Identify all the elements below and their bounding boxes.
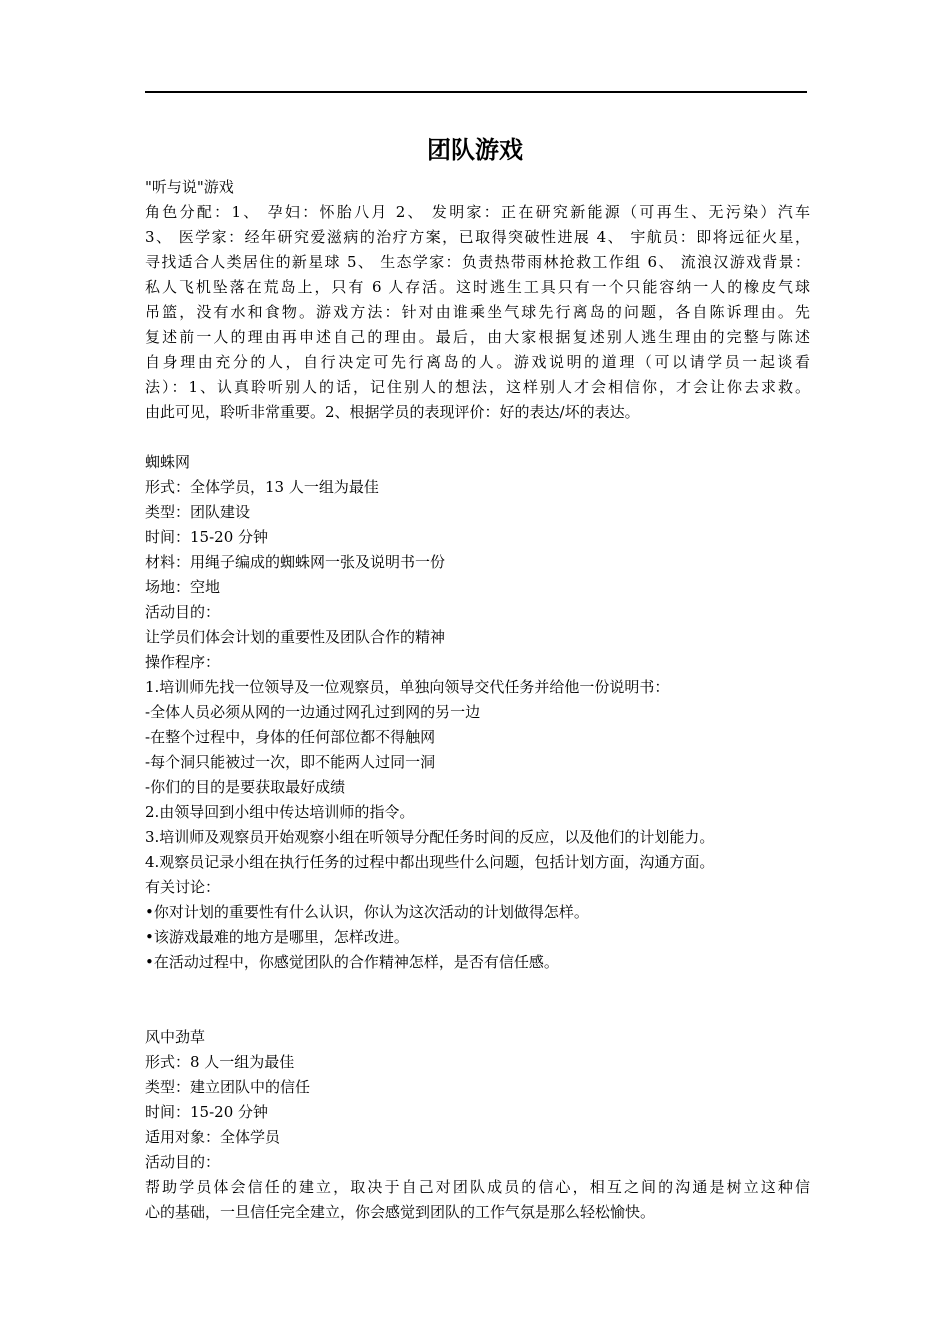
header-rule <box>145 91 807 93</box>
paragraph-line: 3、 医学家：经年研究爱滋病的治疗方案，已取得突破性进展 4、 宇航员：即将远征火星， <box>145 228 810 246</box>
form-line: 形式：8 人一组为最佳 <box>145 1053 295 1071</box>
paragraph-line: 复述前一人的理由再申述自己的理由。最后，由大家根据复述别人逃生理由的完整与陈述 <box>145 328 810 346</box>
section-heading-wind-grass: 风中劲草 <box>145 1028 206 1046</box>
procedure-step: 3.培训师及观察员开始观察小组在听领导分配任务时间的反应，以及他们的计划能力。 <box>145 828 715 846</box>
spacer <box>145 425 810 450</box>
materials-line: 材料：用绳子编成的蜘蛛网一张及说明书一份 <box>145 553 446 571</box>
time-line: 时间：15-20 分钟 <box>145 528 269 546</box>
type-line: 类型：建立团队中的信任 <box>145 1078 311 1096</box>
purpose-label: 活动目的： <box>145 1153 221 1171</box>
paragraph-line: 私人飞机坠落在荒岛上，只有 6 人存活。这时逃生工具只有一个只能容纳一人的橡皮气球 <box>145 278 810 296</box>
procedure-step: -每个洞只能被过一次，即不能两人过同一洞 <box>145 753 436 771</box>
procedure-step: -在整个过程中，身体的任何部位都不得触网 <box>145 728 436 746</box>
section-heading-spider-web: 蜘蛛网 <box>145 453 191 471</box>
discussion-item: •在活动过程中，你感觉团队的合作精神怎样，是否有信任感。 <box>145 953 559 971</box>
form-line: 形式：全体学员，13 人一组为最佳 <box>145 478 379 496</box>
paragraph-line: 法）：1、认真聆听别人的话，记住别人的想法，这样别人才会相信你，才会让你去求救。 <box>145 378 810 396</box>
procedure-step: 1.培训师先找一位领导及一位观察员，单独向领导交代任务并给他一份说明书： <box>145 678 670 696</box>
discussion-item: •该游戏最难的地方是哪里，怎样改进。 <box>145 928 409 946</box>
procedure-label: 操作程序： <box>145 653 221 671</box>
paragraph-line: 自身理由充分的人，自行决定可先行离岛的人。游戏说明的道理（可以请学员一起谈看 <box>145 353 810 371</box>
type-line: 类型：团队建设 <box>145 503 251 521</box>
spacer <box>145 975 810 1025</box>
purpose-text: 让学员们体会计划的重要性及团队合作的精神 <box>145 628 446 646</box>
venue-line: 场地：空地 <box>145 578 221 596</box>
section-paragraph-listen-speak <box>145 200 810 425</box>
discussion-item: •你对计划的重要性有什么认识，你认为这次活动的计划做得怎样。 <box>145 903 589 921</box>
purpose-label: 活动目的： <box>145 603 221 621</box>
paragraph-line: 心的基础，一旦信任完全建立，你会感觉到团队的工作气氛是那么轻松愉快。 <box>145 1203 656 1221</box>
procedure-list <box>145 675 810 875</box>
discussion-list <box>145 900 810 975</box>
audience-line: 适用对象：全体学员 <box>145 1128 281 1146</box>
paragraph-line: 角色分配：1、 孕妇：怀胎八月 2、 发明家：正在研究新能源（可再生、无污染）汽车 <box>145 203 810 221</box>
procedure-step: -全体人员必须从网的一边通过网孔过到网的另一边 <box>145 703 481 721</box>
discussion-label: 有关讨论： <box>145 878 221 896</box>
paragraph-line: 寻找适合人类居住的新星球 5、 生态学家：负责热带雨林抢救工作组 6、 流浪汉游戏背景： <box>145 253 810 271</box>
procedure-step: -你们的目的是要获取最好成绩 <box>145 778 346 796</box>
document-body <box>145 175 810 1225</box>
purpose-paragraph <box>145 1175 810 1225</box>
procedure-step: 2.由领导回到小组中传达培训师的指令。 <box>145 803 415 821</box>
page-title: 团队游戏 <box>427 136 523 164</box>
time-line: 时间：15-20 分钟 <box>145 1103 269 1121</box>
paragraph-line: 帮助学员体会信任的建立，取决于自己对团队成员的信心，相互之间的沟通是树立这种信 <box>145 1178 810 1196</box>
paragraph-line: 由此可见，聆听非常重要。2、根据学员的表现评价：好的表达/坏的表达。 <box>145 403 640 421</box>
procedure-step: 4.观察员记录小组在执行任务的过程中都出现些什么问题，包括计划方面，沟通方面。 <box>145 853 715 871</box>
paragraph-line: 吊篮，没有水和食物。游戏方法：针对由谁乘坐气球先行离岛的问题，各自陈诉理由。先 <box>145 303 810 321</box>
section-heading-listen-speak: "听与说"游戏 <box>145 178 234 196</box>
